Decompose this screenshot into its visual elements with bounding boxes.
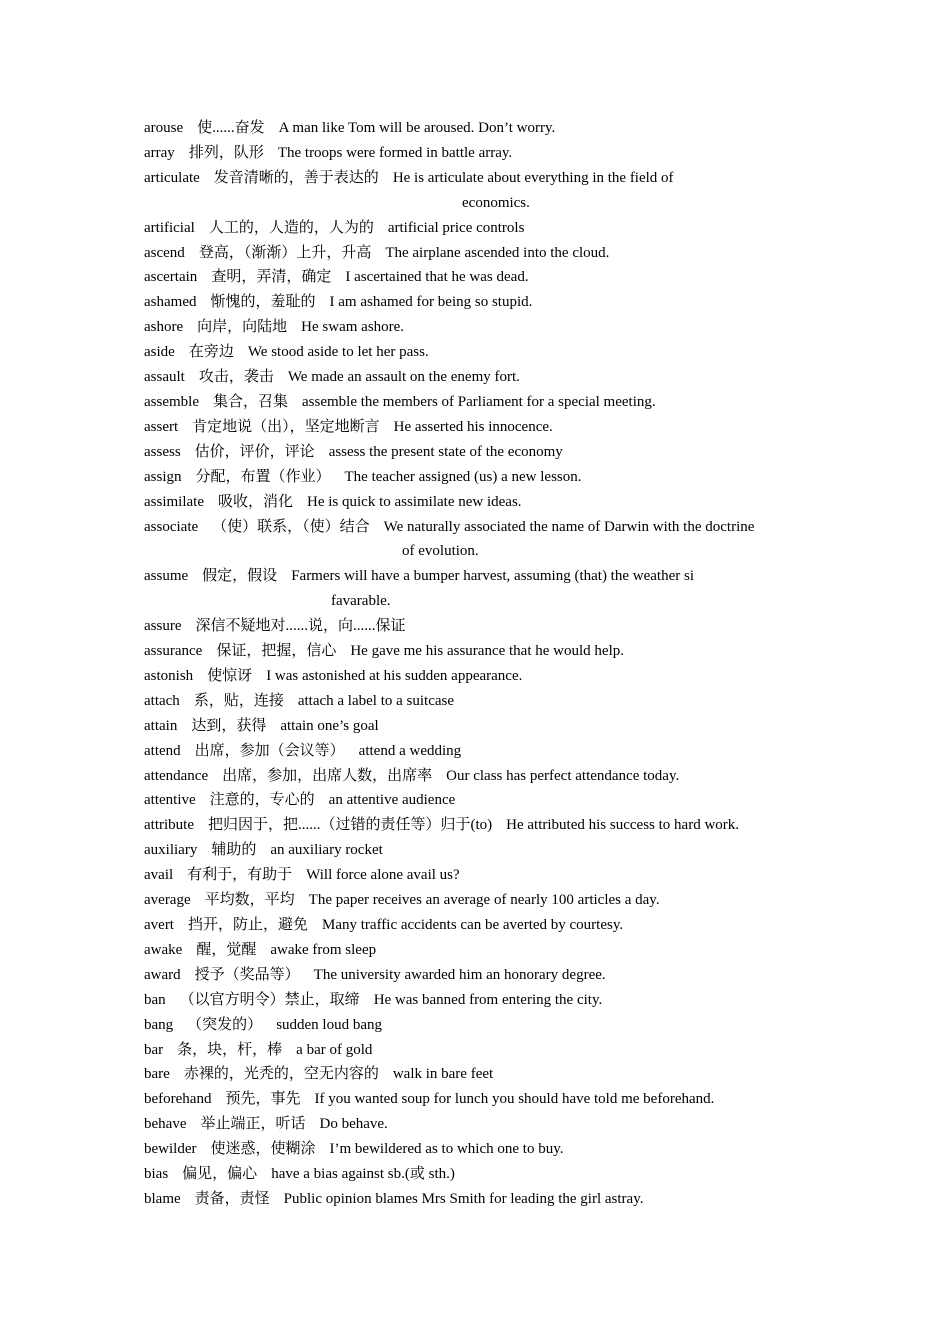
vocab-example: A man like Tom will be aroused. Don’t worry.	[278, 120, 556, 136]
vocab-definition: 条，块，杆，棒	[177, 1041, 283, 1058]
vocab-entry	[144, 788, 808, 813]
vocab-definition: 发音清晰的，善于表达的	[213, 169, 379, 186]
vocab-entry	[144, 116, 808, 141]
vocab-example: an auxiliary rocket	[270, 842, 383, 859]
vocab-word: assure	[144, 618, 182, 635]
vocab-definition: 估价，评价，评论	[194, 443, 315, 460]
vocab-word: ashamed	[144, 294, 197, 311]
vocab-example-continuation: economics.	[462, 194, 530, 211]
vocab-word: avert	[144, 917, 174, 933]
vocab-entry	[144, 290, 808, 315]
vocab-word: ascend	[144, 244, 185, 261]
vocab-word: associate	[144, 518, 199, 535]
vocab-definition: 挡开，防止，避免	[187, 917, 308, 933]
vocab-entry	[144, 440, 808, 465]
vocab-word: ashore	[144, 319, 184, 336]
vocab-definition: 登高，（渐渐）上升，升高	[198, 244, 372, 261]
vocab-word: awake	[144, 941, 183, 958]
vocab-example: an attentive audience	[328, 792, 456, 809]
vocab-word: award	[144, 966, 181, 983]
vocab-word: array	[144, 144, 175, 161]
vocab-definition: 假定，假设	[202, 568, 278, 585]
vocab-definition: 向岸，向陆地	[197, 319, 288, 336]
vocab-definition: 平均数，平均	[204, 892, 295, 909]
vocab-example: The paper receives an average of nearly 100 articles a day.	[308, 892, 660, 909]
vocab-example-continuation: of evolution.	[402, 543, 479, 560]
vocab-entry	[144, 465, 808, 490]
vocab-entry	[144, 863, 808, 888]
vocab-word: astonish	[144, 667, 194, 684]
vocab-word: assess	[144, 443, 181, 460]
vocab-definition: 在旁边	[188, 344, 234, 361]
vocab-example: I was astonished at his sudden appearance.	[266, 667, 523, 684]
vocab-entry	[144, 166, 808, 216]
vocab-word: average	[144, 892, 191, 909]
vocab-example: assess the present state of the economy	[328, 443, 563, 460]
vocab-word: bang	[144, 1016, 174, 1033]
vocabulary-list	[144, 116, 808, 1212]
vocab-entry	[144, 888, 808, 913]
vocab-word: bar	[144, 1041, 164, 1058]
vocab-entry	[144, 415, 808, 440]
vocab-entry	[144, 714, 808, 739]
vocab-example: We naturally associated the name of Darwin with the doctrine	[383, 518, 755, 535]
vocab-entry	[144, 938, 808, 963]
vocab-word: blame	[144, 1190, 181, 1207]
vocab-word: attach	[144, 692, 180, 709]
vocab-definition: 使......奋发	[197, 120, 265, 136]
vocab-example: He gave me his assurance that he would help.	[350, 643, 624, 660]
vocab-definition: 举止端正，听话	[200, 1116, 306, 1133]
vocab-entry	[144, 241, 808, 266]
vocab-definition: 惭愧的，羞耻的	[210, 294, 316, 311]
vocab-entry	[144, 614, 808, 639]
vocab-definition: 吸收，消化	[218, 493, 294, 510]
vocab-word: avail	[144, 867, 174, 884]
vocab-word: bare	[144, 1066, 170, 1083]
vocab-example: attain one’s goal	[280, 717, 379, 734]
vocab-entry	[144, 988, 808, 1013]
vocab-word: attend	[144, 742, 181, 759]
vocab-word: attentive	[144, 792, 196, 809]
vocab-example: Farmers will have a bumper harvest, assuming (that) the weather si	[291, 568, 694, 585]
vocab-example: attend a wedding	[358, 742, 462, 759]
vocab-entry	[144, 764, 808, 789]
vocab-definition: （使）联系，（使）结合	[212, 518, 370, 535]
vocab-example: He asserted his innocence.	[393, 418, 553, 435]
vocab-example: Our class has perfect attendance today.	[446, 767, 680, 784]
vocab-entry	[144, 1112, 808, 1137]
vocab-word: attain	[144, 717, 178, 734]
vocab-definition: 授予（奖品等）	[194, 966, 300, 983]
vocab-word: assurance	[144, 643, 203, 660]
vocab-definition: 出席，参加（会议等）	[194, 742, 345, 759]
vocab-word: auxiliary	[144, 842, 198, 859]
vocab-word: ban	[144, 991, 166, 1008]
vocab-definition: 系，贴，连接	[193, 692, 284, 709]
vocab-definition: 辅助的	[211, 842, 257, 859]
vocab-example: attach a label to a suitcase	[297, 692, 455, 709]
vocab-example: Will force alone avail us?	[306, 867, 460, 884]
vocab-definition: （突发的）	[187, 1016, 263, 1033]
vocab-word: arouse	[144, 120, 184, 136]
vocab-example: If you wanted soup for lunch you should have told me beforehand.	[314, 1091, 715, 1108]
vocab-entry	[144, 490, 808, 515]
vocab-entry	[144, 664, 808, 689]
vocab-definition: 分配，布置（作业）	[195, 468, 331, 485]
vocab-definition: 保证，把握，信心	[216, 643, 337, 660]
vocab-example: He swam ashore.	[301, 319, 405, 336]
vocab-example: We stood aside to let her pass.	[247, 344, 429, 361]
vocab-definition: 注意的，专心的	[209, 792, 315, 809]
vocab-entry	[144, 315, 808, 340]
vocab-definition: 肯定地说（出），坚定地断言	[192, 418, 380, 435]
vocab-definition: 有利于，有助于	[187, 867, 293, 884]
vocab-example: I am ashamed for being so stupid.	[329, 294, 533, 311]
vocab-word: beforehand	[144, 1091, 212, 1108]
vocab-word: articulate	[144, 169, 200, 186]
vocab-word: aside	[144, 344, 175, 361]
vocab-word: behave	[144, 1116, 187, 1133]
vocab-example: have a bias against sb.(或 sth.)	[271, 1166, 455, 1183]
vocab-example: The teacher assigned (us) a new lesson.	[344, 468, 582, 485]
vocab-example: walk in bare feet	[392, 1066, 494, 1083]
vocab-word: assemble	[144, 393, 199, 410]
vocab-entry	[144, 1013, 808, 1038]
vocab-entry	[144, 1087, 808, 1112]
vocab-entry	[144, 813, 808, 838]
vocab-word: assert	[144, 418, 179, 435]
vocab-word: assimilate	[144, 493, 204, 510]
vocab-definition: 使迷惑，使糊涂	[210, 1141, 316, 1158]
vocab-definition: 醒，觉醒	[196, 941, 257, 958]
vocab-example: I ascertained that he was dead.	[345, 269, 529, 286]
vocab-entry	[144, 390, 808, 415]
vocab-entry	[144, 1062, 808, 1087]
vocab-entry	[144, 838, 808, 863]
vocab-definition: 深信不疑地对......说，向......保证	[195, 618, 406, 635]
vocab-entry	[144, 216, 808, 241]
vocab-entry	[144, 564, 808, 614]
vocab-example-continuation: favarable.	[331, 593, 391, 610]
vocab-example: We made an assault on the enemy fort.	[287, 369, 520, 386]
vocab-definition: 出席，参加，出席人数，出席率	[222, 767, 433, 784]
vocab-entry	[144, 639, 808, 664]
vocab-example: assemble the members of Parliament for a special meeting.	[302, 393, 656, 410]
vocab-entry	[144, 141, 808, 166]
vocab-definition: （以官方明令）禁止，取缔	[179, 991, 360, 1008]
vocab-example: The airplane ascended into the cloud.	[385, 244, 610, 261]
vocab-entry	[144, 913, 808, 938]
vocab-definition: 使惊讶	[207, 667, 253, 684]
vocab-entry	[144, 365, 808, 390]
vocab-example: awake from sleep	[270, 941, 377, 958]
vocab-entry	[144, 515, 808, 565]
vocab-example: He was banned from entering the city.	[373, 991, 603, 1008]
vocab-definition: 排列，队形	[188, 144, 264, 161]
vocab-word: assault	[144, 369, 185, 386]
vocab-entry	[144, 1162, 808, 1187]
vocab-entry	[144, 1187, 808, 1212]
vocab-entry	[144, 739, 808, 764]
vocab-definition: 把归因于，把......（过错的责任等）归于(to)	[207, 817, 493, 834]
vocab-entry	[144, 1137, 808, 1162]
vocab-definition: 查明，弄清，确定	[211, 269, 332, 286]
vocab-definition: 赤裸的，光秃的，空无内容的	[183, 1066, 379, 1083]
vocab-definition: 攻击，袭击	[198, 369, 274, 386]
vocab-entry	[144, 340, 808, 365]
vocab-entry	[144, 1038, 808, 1063]
vocab-entry	[144, 963, 808, 988]
vocab-word: bias	[144, 1166, 169, 1183]
vocab-definition: 人工的，人造的，人为的	[208, 219, 374, 236]
vocab-example: He is quick to assimilate new ideas.	[307, 493, 522, 510]
vocab-example: The university awarded him an honorary degree.	[313, 966, 606, 983]
vocab-example: Public opinion blames Mrs Smith for leading the girl astray.	[283, 1190, 644, 1207]
vocab-entry	[144, 265, 808, 290]
vocab-example: a bar of gold	[296, 1041, 373, 1058]
vocab-example: The troops were formed in battle array.	[277, 144, 513, 161]
vocab-example: Do behave.	[319, 1116, 388, 1133]
vocab-example: Many traffic accidents can be averted by courtesy.	[322, 917, 624, 933]
vocab-definition: 集合，召集	[212, 393, 288, 410]
vocab-word: bewilder	[144, 1141, 197, 1158]
vocab-entry	[144, 689, 808, 714]
vocab-definition: 达到，获得	[191, 717, 267, 734]
vocab-definition: 偏见，偏心	[182, 1166, 258, 1183]
vocab-example: artificial price controls	[387, 219, 525, 236]
vocab-example: I’m bewildered as to which one to buy.	[329, 1141, 564, 1158]
vocab-definition: 责备，责怪	[194, 1190, 270, 1207]
vocab-example: He attributed his success to hard work.	[506, 817, 740, 834]
vocab-word: attribute	[144, 817, 194, 834]
vocab-word: attendance	[144, 767, 209, 784]
vocab-example: sudden loud bang	[276, 1016, 383, 1033]
vocab-word: assume	[144, 568, 189, 585]
vocab-definition: 预先，事先	[225, 1091, 301, 1108]
vocab-word: ascertain	[144, 269, 198, 286]
vocab-word: assign	[144, 468, 182, 485]
vocab-word: artificial	[144, 219, 195, 236]
vocab-example: He is articulate about everything in the field of	[392, 169, 674, 186]
